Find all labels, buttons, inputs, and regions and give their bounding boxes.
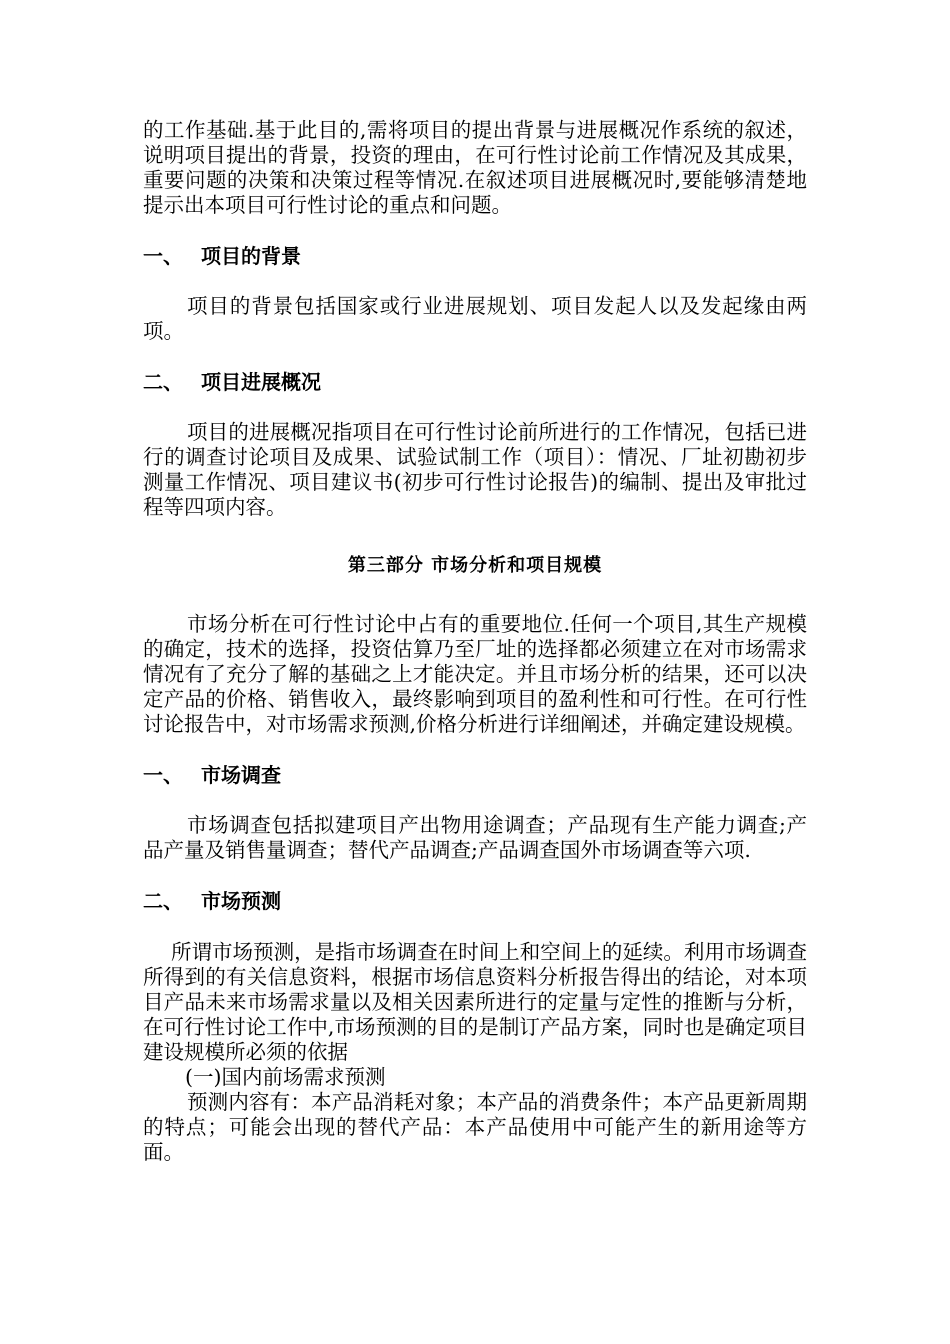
heading-number: 二、: [143, 889, 183, 913]
heading-text: 市场预测: [201, 889, 281, 913]
heading-number: 一、: [143, 244, 183, 268]
heading-market-forecast: [143, 889, 807, 914]
document-page: [143, 118, 807, 1165]
market-forecast-paragraph: 所谓市场预测，是指市场调查在时间上和空间上的延续。利用市场调查所得到的有关信息资料，根据市场信息资料分析报告得出的结论，对本项目产品未来市场需求量以及相关因素所进行的定量与定性的推断与分析，在可行性讨论工作中,市场预测的目的是制订产品方案，同时也是确定项目建设规模所必须的依据: [143, 940, 807, 1064]
heading-project-background: [143, 244, 807, 269]
heading-text: 项目的背景: [201, 244, 301, 268]
market-survey-paragraph: 市场调查包括拟建项目产出物用途调查；产品现有生产能力调查;产品产量及销售量调查；替代产品调查;产品调查国外市场调查等六项.: [143, 813, 807, 862]
heading-number: 一、: [143, 763, 183, 787]
intro-paragraph: 的工作基础.基于此目的,需将项目的提出背景与进展概况作系统的叙述，说明项目提出的背景，投资的理由，在可行性讨论前工作情况及其成果，重要问题的决策和决策过程等情况.在叙述项目进展概况时,要能够清楚地提示出本项目可行性讨论的重点和问题。: [143, 118, 807, 217]
market-analysis-paragraph: 市场分析在可行性讨论中占有的重要地位.任何一个项目,其生产规模的确定，技术的选择，投资估算乃至厂址的选择都必须建立在对市场需求情况有了充分了解的基础之上才能决定。并且市场分析的结果，还可以决定产品的价格、销售收入，最终影响到项目的盈利性和可行性。在可行性讨论报告中，对市场需求预测,价格分析进行详细阐述，并确定建设规模。: [143, 612, 807, 736]
heading-text: 项目进展概况: [201, 370, 321, 394]
section-title: 第三部分 市场分析和项目规模: [347, 555, 603, 576]
heading-number: 二、: [143, 370, 183, 394]
heading-text: 市场调查: [201, 763, 281, 787]
background-paragraph: 项目的背景包括国家或行业进展规划、项目发起人以及发起缘由两项。: [143, 294, 807, 343]
heading-project-progress: [143, 370, 807, 395]
sub-heading-domestic-forecast: (一)国内前场需求预测: [185, 1065, 386, 1089]
heading-market-survey: [143, 763, 807, 788]
forecast-content-paragraph: 预测内容有：本产品消耗对象；本产品的消费条件；本产品更新周期的特点；可能会出现的替代产品：本产品使用中可能产生的新用途等方面。: [143, 1090, 807, 1164]
progress-paragraph: 项目的进展概况指项目在可行性讨论前所进行的工作情况，包括已进行的调查讨论项目及成果、试验试制工作（项目）：情况、厂址初勘初步测量工作情况、项目建议书(初步可行性讨论报告)的编制、提出及审批过程等四项内容。: [143, 420, 807, 519]
